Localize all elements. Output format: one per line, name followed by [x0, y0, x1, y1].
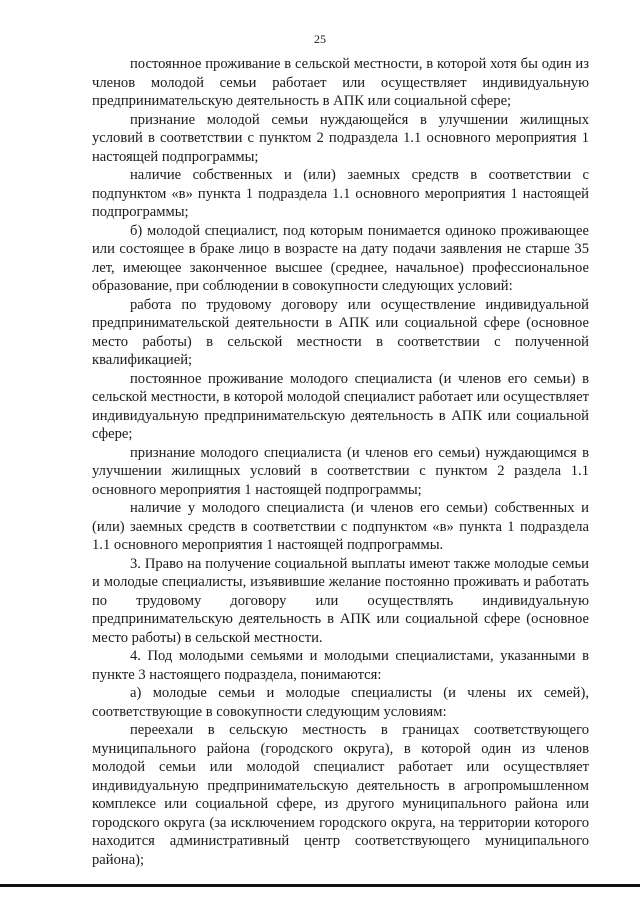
page-number: 25 — [314, 32, 326, 46]
paragraph: постоянное проживание молодого специалиста (и членов его семьи) в сельской местности, в которой молодой специалист работает или осуществляет индивидуальную предпринимательскую деятельность в АПК или социальной сфере; — [92, 370, 589, 442]
paragraph: постоянное проживание в сельской местности, в которой хотя бы один из членов молодой семьи работает или осуществляет индивидуальную предпринимательскую деятельность в АПК или социальной сфере; — [92, 56, 589, 109]
paragraph: признание молодого специалиста (и членов его семьи) нуждающимся в улучшении жилищных условий в соответствии с пунктом 2 раздела 1.1 основного мероприятия 1 настоящей подпрограммы; — [92, 444, 589, 498]
document-body — [92, 55, 589, 869]
paragraph: работа по трудовому договору или осуществление индивидуальной предпринимательской деятельности в АПК или социальной сфере (основное место работы) в сельской местности в соответствии с полученной квалификацией; — [92, 296, 589, 368]
paragraph: признание молодой семьи нуждающейся в улучшении жилищных условий в соответствии с пунктом 2 подраздела 1.1 основного мероприятия 1 настоящей подпрограммы; — [92, 111, 589, 165]
paragraph: 4. Под молодыми семьями и молодыми специалистами, указанными в пункте 3 настоящего подраздела, понимаются: — [92, 648, 589, 683]
paragraph: переехали в сельскую местность в границах соответствующего муниципального района (городского округа), в которой один из членов молодой семьи или молодой специалист работает или осуществляет индивидуальную предпринимательскую деятельность в агропромышленном комплексе или социальной сфере, из другого муниципального района или городского округа (за исключением городского округа, на территории которого находится административный центр соответствующего муниципального района); — [92, 722, 589, 868]
paragraph: 3. Право на получение социальной выплаты имеют также молодые семьи и молодые специалисты, изъявившие желание постоянно проживать и работать по трудовому договору или осуществлять индивидуальную предпринимательскую деятельность в АПК или социальной сфере (основное место работы) в сельской местности. — [92, 555, 589, 646]
paragraph: наличие у молодого специалиста (и членов его семьи) собственных и (или) заемных средств в соответствии с подпунктом «в» пункта 1 подраздела 1.1 основного мероприятия 1 настоящей подпрограммы. — [92, 500, 589, 553]
paragraph: б) молодой специалист, под которым понимается одиноко проживающее или состоящее в браке лицо в возрасте на дату подачи заявления не старше 35 лет, имеющее законченное высшее (среднее, начальное) профессиональное образование, при соблюдении в совокупности следующих условий: — [92, 222, 589, 294]
bottom-scan-edge — [0, 884, 640, 887]
paragraph: наличие собственных и (или) заемных средств в соответствии с подпунктом «в» пункта 1 подраздела 1.1 основного мероприятия 1 настоящей подпрограммы; — [92, 167, 589, 220]
paragraph: а) молодые семьи и молодые специалисты (и члены их семей), соответствующие в совокупности следующим условиям: — [92, 685, 589, 720]
